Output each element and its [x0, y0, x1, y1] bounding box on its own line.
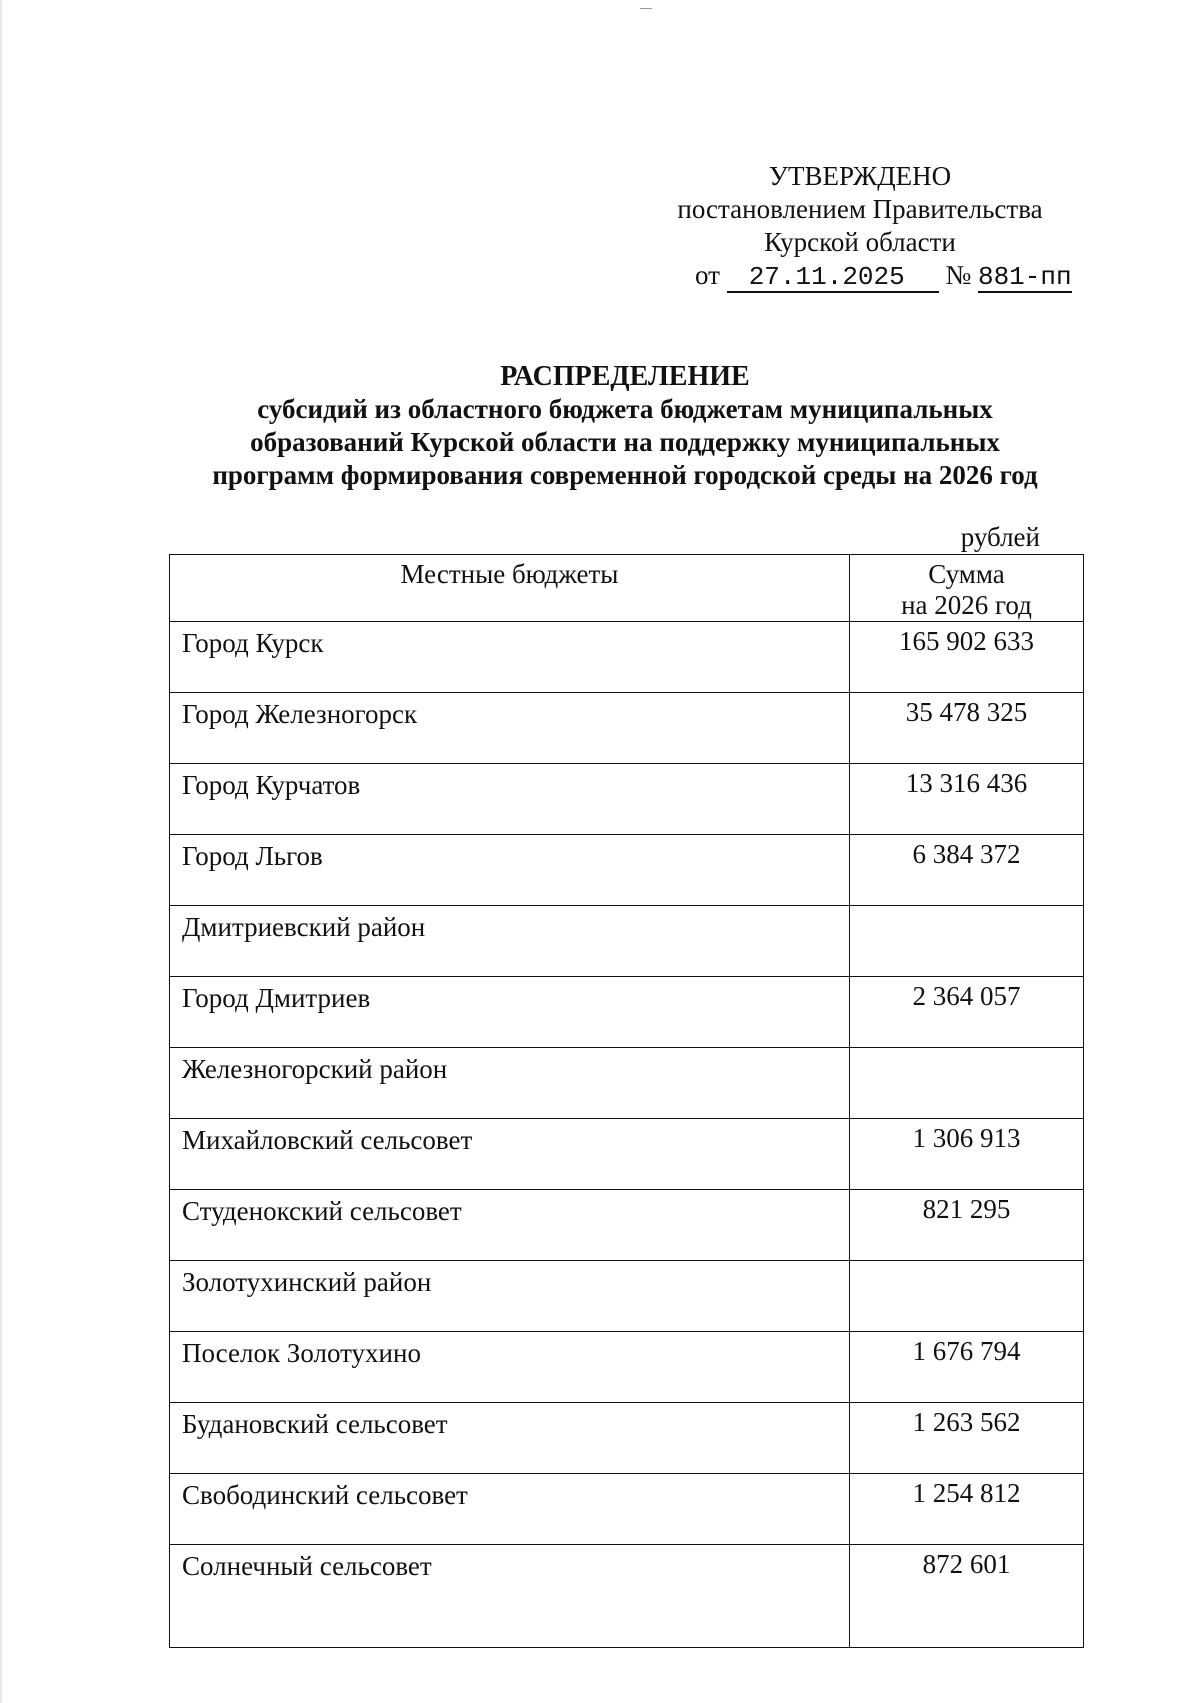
document-title: РАСПРЕДЕЛЕНИЕ — [500, 361, 750, 392]
row-name: Золотухинский район — [170, 1261, 850, 1332]
row-amount: 1 254 812 — [850, 1474, 1084, 1545]
unit-label: рублей — [960, 522, 1040, 552]
row-amount: 13 316 436 — [850, 764, 1084, 835]
row-name: Солнечный сельсовет — [170, 1545, 850, 1648]
row-amount — [850, 1261, 1084, 1332]
table-row — [170, 1403, 1084, 1474]
approval-number: 881-пп — [977, 262, 1072, 292]
row-name: Поселок Золотухино — [170, 1332, 850, 1403]
row-name: Город Курчатов — [170, 764, 850, 835]
row-amount — [850, 906, 1084, 977]
column-header-budgets: Местные бюджеты — [170, 555, 850, 622]
table-row — [170, 1261, 1084, 1332]
row-name: Будановский сельсовет — [170, 1403, 850, 1474]
page-mark — [640, 8, 652, 9]
approval-line-3: Курской области — [764, 227, 956, 257]
row-name: Город Дмитриев — [170, 977, 850, 1048]
approval-date-row — [640, 259, 1080, 293]
approval-date: 27.11.2025 — [727, 263, 939, 293]
table-row — [170, 622, 1084, 693]
table-row — [170, 1190, 1084, 1261]
number-prefix: № — [945, 260, 972, 290]
table-row — [170, 1474, 1084, 1545]
subtitle-line-1: субсидий из областного бюджета бюджетам муниципальных — [257, 394, 993, 424]
row-amount: 1 306 913 — [850, 1119, 1084, 1190]
table-row — [170, 1119, 1084, 1190]
row-name: Город Курск — [170, 622, 850, 693]
row-name: Студенокский сельсовет — [170, 1190, 850, 1261]
row-amount: 1 676 794 — [850, 1332, 1084, 1403]
row-name: Железногорский район — [170, 1048, 850, 1119]
document-heading — [150, 360, 1100, 492]
row-amount: 872 601 — [850, 1545, 1084, 1648]
subtitle-line-2: образований Курской области на поддержку муниципальных — [250, 427, 1000, 457]
row-name: Дмитриевский район — [170, 906, 850, 977]
row-amount: 35 478 325 — [850, 693, 1084, 764]
row-amount: 1 263 562 — [850, 1403, 1084, 1474]
budget-table — [169, 554, 1084, 1648]
table-row — [170, 1048, 1084, 1119]
page-edge — [0, 0, 2, 1703]
table-row — [170, 764, 1084, 835]
row-amount: 6 384 372 — [850, 835, 1084, 906]
approval-line-1: УТВЕРЖДЕНО — [768, 161, 952, 191]
table-row — [170, 835, 1084, 906]
table-row — [170, 1545, 1084, 1648]
table-row — [170, 693, 1084, 764]
table-row — [170, 1332, 1084, 1403]
table-header-row — [170, 555, 1084, 622]
table-row — [170, 906, 1084, 977]
row-amount: 821 295 — [850, 1190, 1084, 1261]
column-header-amount: Сумма на 2026 год — [850, 555, 1084, 622]
date-prefix: от — [695, 260, 720, 290]
approval-stamp — [640, 160, 1080, 293]
approval-line-2: постановлением Правительства — [677, 194, 1043, 224]
row-name: Михайловский сельсовет — [170, 1119, 850, 1190]
row-name: Свободинский сельсовет — [170, 1474, 850, 1545]
row-amount: 165 902 633 — [850, 622, 1084, 693]
row-amount — [850, 1048, 1084, 1119]
table-row — [170, 977, 1084, 1048]
subtitle-line-3: программ формирования современной городской среды на 2026 год — [212, 460, 1038, 490]
row-name: Город Льгов — [170, 835, 850, 906]
row-amount: 2 364 057 — [850, 977, 1084, 1048]
row-name: Город Железногорск — [170, 693, 850, 764]
